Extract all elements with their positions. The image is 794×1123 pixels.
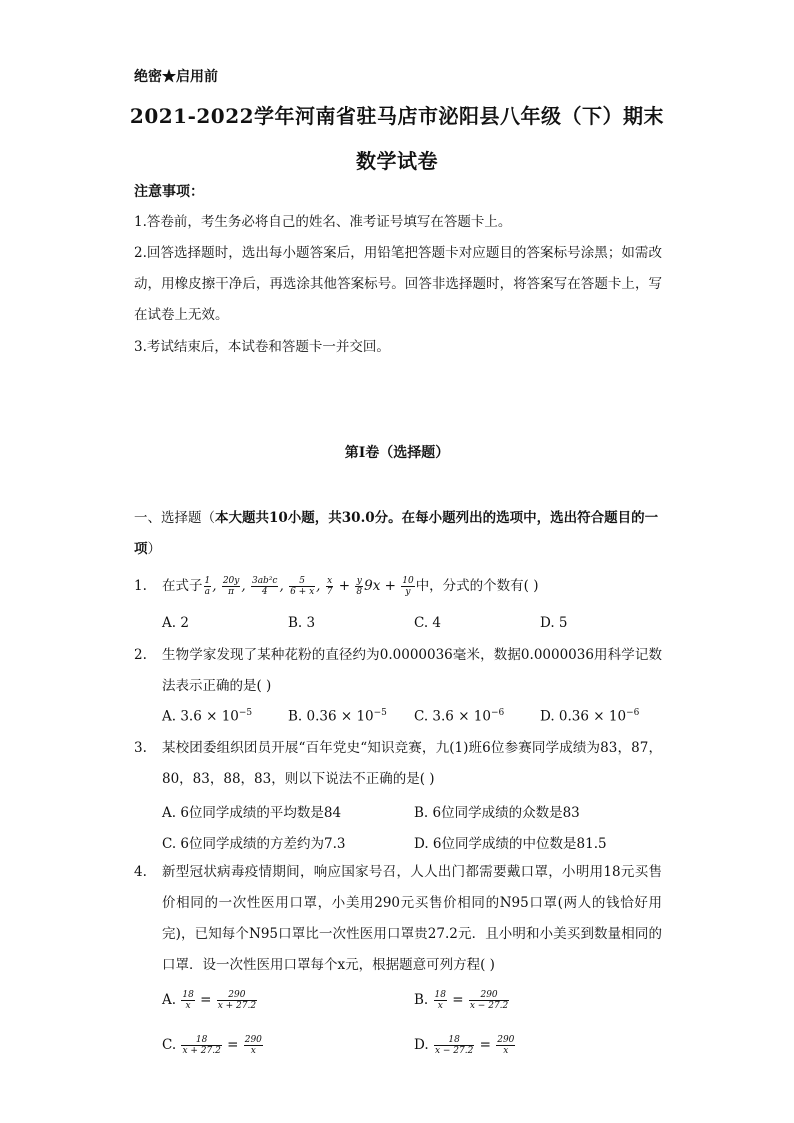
question-1-stem <box>162 571 662 602</box>
question-3-option-a[interactable]: A. 6位同学成绩的平均数是84 <box>162 805 342 821</box>
section-prefix: 一、选择题（ <box>134 510 215 526</box>
section-suffix: ） <box>147 541 161 557</box>
question-4-option-b-equation: $\frac{18}{x}$ = $\frac{290}{x - 27.2}$ <box>434 990 509 1011</box>
question-2-option-d[interactable] <box>540 708 639 725</box>
question-4-option-b[interactable] <box>414 990 510 1011</box>
frac-x-over-7: $\frac{x}{7}$ <box>326 576 333 597</box>
question-2-option-c-exp: −6 <box>490 708 505 718</box>
question-1-formula: $\frac{1}{a}$ , $\frac{20y}{\pi}$ , $\frac{\text{3ab²c}}{4}$ , $\frac{5}{6 + x}$ , $\frac{x}{7}$ + $\frac{y}{8}$ 9x + $\frac{10}{y}$ <box>204 576 414 597</box>
question-2-number: 2. <box>134 647 147 663</box>
question-1-option-a[interactable]: A. 2 <box>162 615 189 631</box>
question-2-option-a[interactable] <box>162 708 252 725</box>
section-bold-text: 本大题共10小题，共30.0分。在每小题列出的选项中，选出符合题目的一项 <box>134 510 659 557</box>
question-4-option-a[interactable] <box>162 990 258 1011</box>
question-2-option-b-exp: −5 <box>373 708 387 718</box>
notice-heading: 注意事项： <box>134 184 204 200</box>
part-title: 第I卷（选择题） <box>344 445 450 461</box>
question-4-number: 4. <box>134 864 147 880</box>
frac-5-over-6plusx: $\frac{5}{6 + x}$ <box>290 576 315 597</box>
question-3-stem: 某校团委组织团员开展“百年党史“知识竞赛，九(1)班6位参赛同学成绩为83，87，80，83，88，83，则以下说法不正确的是( ) <box>162 740 662 787</box>
question-1-option-b[interactable]: B. 3 <box>288 615 316 631</box>
question-4-option-a-label: A. <box>162 992 177 1008</box>
question-3-option-c[interactable]: C. 6位同学成绩的方差约为7.3 <box>162 836 346 852</box>
frac-y-over-8: $\frac{y}{8}$ <box>356 576 363 597</box>
exam-title-line1: 2021-2022学年河南省驻马店市泌阳县八年级（下）期末 <box>129 104 665 128</box>
question-2-option-d-exp: −6 <box>626 708 640 718</box>
question-1-option-c[interactable]: C. 4 <box>414 615 442 631</box>
question-3-number: 3. <box>134 740 147 756</box>
secret-label: 绝密★启用前 <box>134 69 218 85</box>
question-4-option-c-label: C. <box>162 1037 177 1053</box>
question-4-option-d[interactable] <box>414 1035 516 1056</box>
notice-item-3: 3.考试结束后，本试卷和答题卡一并交回。 <box>134 339 390 355</box>
question-1-pre: 在式子 <box>162 578 203 594</box>
question-2-option-c[interactable] <box>414 708 504 725</box>
section-heading <box>134 503 662 565</box>
question-3-option-d[interactable]: D. 6位同学成绩的中位数是81.5 <box>414 836 607 852</box>
question-2-option-b[interactable] <box>288 708 387 725</box>
question-4-option-c[interactable] <box>162 1035 264 1056</box>
frac-3ab2c-over-4: $\frac{\text{3ab²c}}{4}$ <box>251 576 278 597</box>
question-2-stem: 生物学家发现了某种花粉的直径约为0.0000036毫米，数据0.0000036用科学记数法表示正确的是( ) <box>162 647 662 694</box>
question-3-option-b[interactable]: B. 6位同学成绩的众数是83 <box>414 805 580 821</box>
exam-title-line2: 数学试卷 <box>356 149 438 173</box>
question-4-option-d-label: D. <box>414 1037 429 1053</box>
question-1-option-d[interactable]: D. 5 <box>540 615 568 631</box>
question-4-stem: 新型冠状病毒疫情期间，响应国家号召，人人出门都需要戴口罩，小明用18元买售价相同的一次性医用口罩，小美用290元买售价相同的N95口罩(两人的钱恰好用完)，已知每个N95口罩比一次性医用口罩贵27.2元．且小明和小美买到数量相同的口罩．设一次性医用口罩每个x元，根据题意可列方程( ) <box>162 864 662 973</box>
question-4-option-a-equation: $\frac{18}{x}$ = $\frac{290}{x + 27.2}$ <box>182 990 257 1011</box>
notice-item-1: 1.答卷前，考生务必将自己的姓名、准考证号填写在答题卡上。 <box>134 214 512 230</box>
question-4-option-c-equation: $\frac{18}{x + 27.2}$ = $\frac{290}{x}$ <box>182 1035 262 1056</box>
frac-20y-over-pi: $\frac{20y}{\pi}$ <box>222 576 240 597</box>
question-2-option-a-exp: −5 <box>238 708 253 718</box>
frac-10-over-y: $\frac{10}{y}$ <box>402 576 414 597</box>
question-4-option-b-label: B. <box>414 992 429 1008</box>
question-2-option-a-base: A. 3.6 × 10 <box>162 708 239 725</box>
question-2-option-b-base: B. 0.36 × 10 <box>288 708 374 725</box>
question-2-option-d-base: D. 0.36 × 10 <box>540 708 627 725</box>
question-4-option-d-equation: $\frac{18}{x - 27.2}$ = $\frac{290}{x}$ <box>434 1035 515 1056</box>
question-1-number: 1. <box>134 578 147 594</box>
question-1-post: 中，分式的个数有( ) <box>415 578 539 594</box>
notice-item-2: 2.回答选择题时，选出每小题答案后，用铅笔把答题卡对应题目的答案标号涂黑；如需改动，用橡皮擦干净后，再选涂其他答案标号。回答非选择题时，将答案写在答题卡上，写在试卷上无效。 <box>134 245 662 323</box>
frac-1-over-a: $\frac{1}{a}$ <box>204 576 211 597</box>
question-2-option-c-base: C. 3.6 × 10 <box>414 708 491 725</box>
